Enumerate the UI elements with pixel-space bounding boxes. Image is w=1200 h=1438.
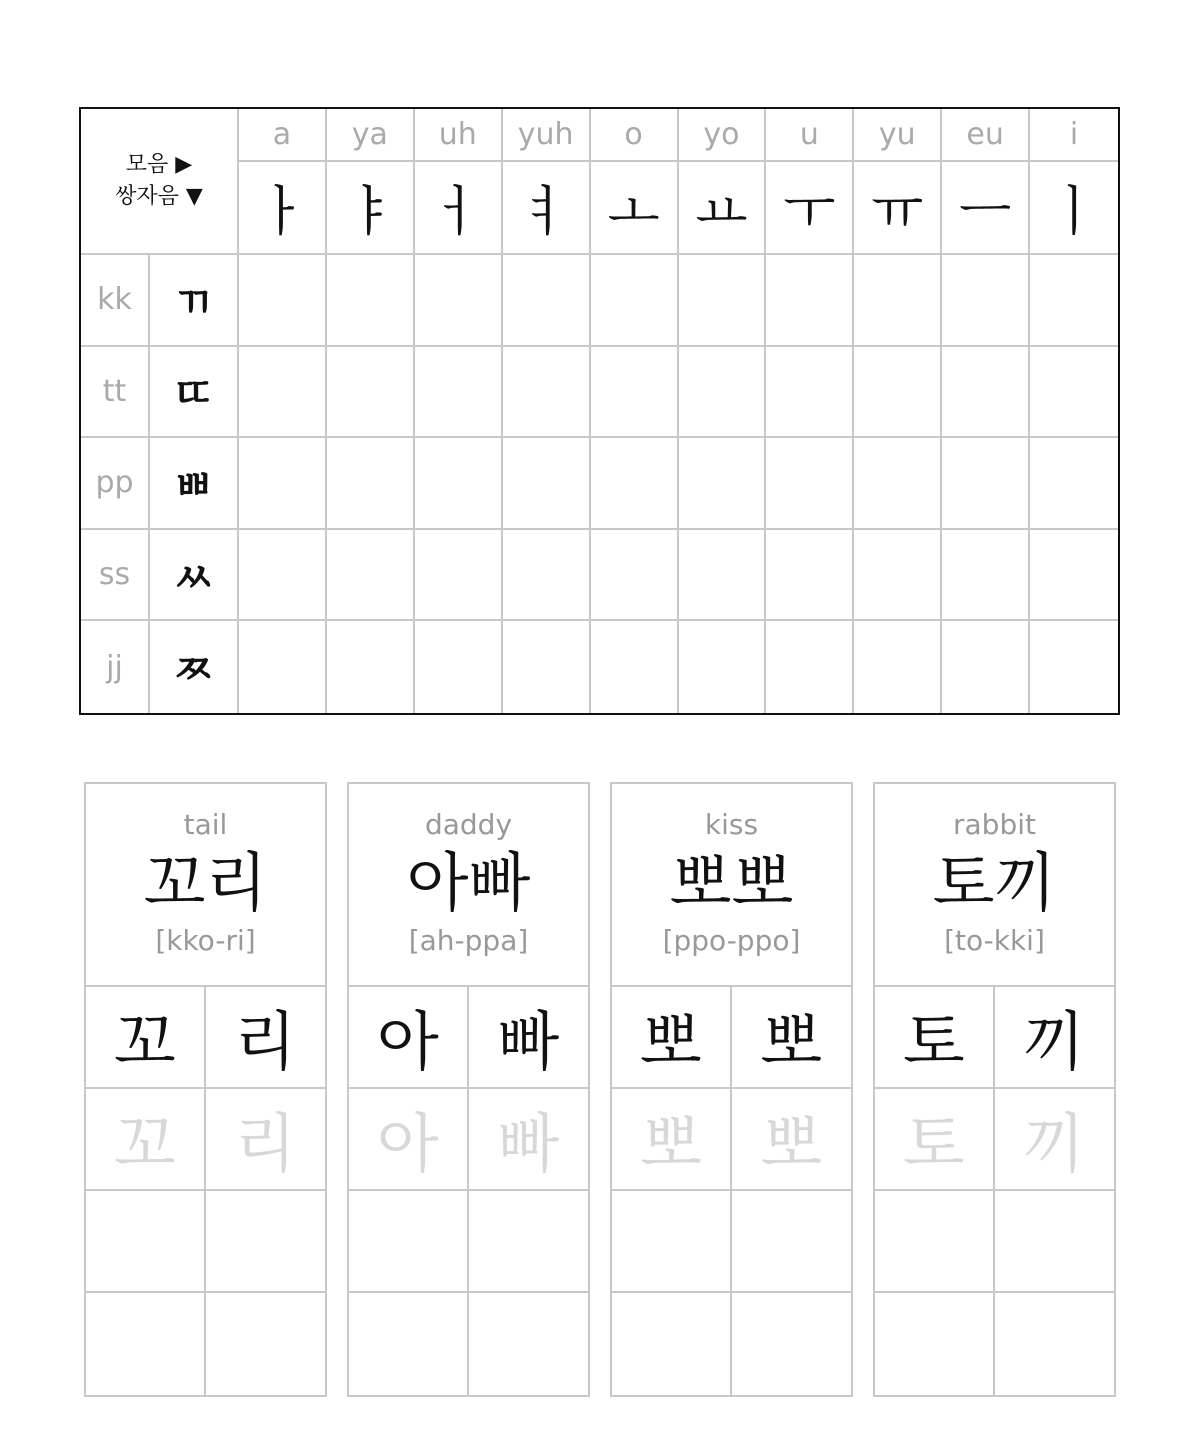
writing-cell[interactable] <box>503 621 591 713</box>
blank-writing-cell[interactable] <box>732 1293 852 1395</box>
vocab-card-header <box>349 784 588 987</box>
writing-cell[interactable] <box>415 438 503 530</box>
writing-cell[interactable] <box>766 347 854 439</box>
vowel-romanization: yo <box>679 109 767 162</box>
writing-cell[interactable] <box>1030 621 1118 713</box>
vowel-jamo: ㅓ <box>415 162 503 255</box>
practice-grid <box>86 987 325 1395</box>
vocab-card <box>610 782 853 1397</box>
writing-cell[interactable] <box>239 438 327 530</box>
writing-cell[interactable] <box>239 255 327 347</box>
english-meaning: kiss <box>704 808 759 841</box>
writing-cell[interactable] <box>503 255 591 347</box>
writing-cell[interactable] <box>327 621 415 713</box>
korean-word: 뽀뽀 <box>669 847 794 921</box>
model-syllable: 끼 <box>995 987 1115 1089</box>
blank-writing-cell[interactable] <box>469 1191 589 1293</box>
korean-word: 아빠 <box>406 847 531 921</box>
korean-word: 토끼 <box>932 847 1057 921</box>
writing-cell[interactable] <box>766 530 854 622</box>
writing-cell[interactable] <box>942 347 1030 439</box>
vowel-romanization: yuh <box>503 109 591 162</box>
model-syllable: 토 <box>875 987 995 1089</box>
blank-writing-cell[interactable] <box>206 1191 326 1293</box>
vowel-romanization: o <box>591 109 679 162</box>
writing-cell[interactable] <box>854 438 942 530</box>
blank-writing-cell[interactable] <box>612 1191 732 1293</box>
vowel-jamo: ㅠ <box>854 162 942 255</box>
vowel-jamo: ㅏ <box>239 162 327 255</box>
consonant-romanization: pp <box>81 438 150 530</box>
trace-syllable[interactable]: 리 <box>206 1089 326 1191</box>
vowel-romanization: u <box>766 109 854 162</box>
blank-writing-cell[interactable] <box>995 1293 1115 1395</box>
writing-cell[interactable] <box>766 255 854 347</box>
consonant-jamo: ㅃ <box>150 438 239 530</box>
writing-cell[interactable] <box>327 347 415 439</box>
trace-syllable[interactable]: 끼 <box>995 1089 1115 1191</box>
writing-cell[interactable] <box>679 530 767 622</box>
trace-syllable[interactable]: 뽀 <box>732 1089 852 1191</box>
writing-cell[interactable] <box>415 621 503 713</box>
blank-writing-cell[interactable] <box>995 1191 1115 1293</box>
writing-cell[interactable] <box>503 347 591 439</box>
model-syllable: 빠 <box>469 987 589 1089</box>
writing-cell[interactable] <box>239 621 327 713</box>
blank-writing-cell[interactable] <box>86 1293 206 1395</box>
vocab-card-header <box>86 784 325 987</box>
consonant-romanization: kk <box>81 255 150 347</box>
writing-cell[interactable] <box>854 255 942 347</box>
vocab-card-header <box>612 784 851 987</box>
trace-syllable[interactable]: 꼬 <box>86 1089 206 1191</box>
vocab-card <box>347 782 590 1397</box>
writing-cell[interactable] <box>942 255 1030 347</box>
vowel-romanization: eu <box>942 109 1030 162</box>
model-syllable: 꼬 <box>86 987 206 1089</box>
blank-writing-cell[interactable] <box>875 1293 995 1395</box>
korean-word: 꼬리 <box>143 847 268 921</box>
writing-cell[interactable] <box>503 438 591 530</box>
blank-writing-cell[interactable] <box>349 1293 469 1395</box>
writing-cell[interactable] <box>854 621 942 713</box>
vowel-jamo: ㅣ <box>1030 162 1118 255</box>
writing-cell[interactable] <box>854 530 942 622</box>
consonant-jamo: ㄲ <box>150 255 239 347</box>
writing-cell[interactable] <box>679 438 767 530</box>
writing-cell[interactable] <box>942 621 1030 713</box>
vowel-romanization: ya <box>327 109 415 162</box>
writing-cell[interactable] <box>591 438 679 530</box>
model-syllable: 뽀 <box>732 987 852 1089</box>
writing-cell[interactable] <box>942 438 1030 530</box>
blank-writing-cell[interactable] <box>875 1191 995 1293</box>
practice-grid <box>612 987 851 1395</box>
trace-syllable[interactable]: 빠 <box>469 1089 589 1191</box>
trace-syllable[interactable]: 뽀 <box>612 1089 732 1191</box>
blank-writing-cell[interactable] <box>206 1293 326 1395</box>
writing-cell[interactable] <box>415 255 503 347</box>
model-syllable: 리 <box>206 987 326 1089</box>
pronunciation: [kko-ri] <box>155 924 256 957</box>
vowel-romanization: yu <box>854 109 942 162</box>
vowel-jamo: ㅑ <box>327 162 415 255</box>
writing-cell[interactable] <box>679 621 767 713</box>
consonant-axis-label: 쌍자음 ▼ <box>115 184 203 209</box>
pronunciation: [to-kki] <box>944 924 1045 957</box>
practice-grid <box>349 987 588 1395</box>
writing-cell[interactable] <box>327 255 415 347</box>
vowel-axis-label: 모음 ▶ <box>125 152 193 177</box>
model-syllable: 뽀 <box>612 987 732 1089</box>
chart-corner-header <box>81 109 239 255</box>
consonant-jamo: ㅆ <box>150 530 239 622</box>
writing-cell[interactable] <box>1030 255 1118 347</box>
writing-cell[interactable] <box>766 621 854 713</box>
vocab-card-header <box>875 784 1114 987</box>
model-syllable: 아 <box>349 987 469 1089</box>
consonant-romanization: jj <box>81 621 150 713</box>
trace-syllable[interactable]: 토 <box>875 1089 995 1191</box>
english-meaning: rabbit <box>953 808 1036 841</box>
writing-cell[interactable] <box>591 530 679 622</box>
vowel-jamo: ㅕ <box>503 162 591 255</box>
writing-cell[interactable] <box>327 530 415 622</box>
writing-cell[interactable] <box>1030 438 1118 530</box>
vocab-card <box>84 782 327 1397</box>
writing-cell[interactable] <box>503 530 591 622</box>
writing-cell[interactable] <box>854 347 942 439</box>
writing-cell[interactable] <box>1030 530 1118 622</box>
writing-cell[interactable] <box>327 438 415 530</box>
vowel-romanization: i <box>1030 109 1118 162</box>
blank-writing-cell[interactable] <box>469 1293 589 1395</box>
vowel-jamo: ㅗ <box>591 162 679 255</box>
pronunciation: [ah-ppa] <box>408 924 529 957</box>
writing-cell[interactable] <box>415 530 503 622</box>
writing-cell[interactable] <box>591 255 679 347</box>
vowel-jamo: ㅛ <box>679 162 767 255</box>
english-meaning: tail <box>183 808 228 841</box>
english-meaning: daddy <box>424 808 513 841</box>
writing-cell[interactable] <box>591 347 679 439</box>
pronunciation: [ppo-ppo] <box>662 924 801 957</box>
writing-cell[interactable] <box>1030 347 1118 439</box>
practice-grid <box>875 987 1114 1395</box>
vocab-card <box>873 782 1116 1397</box>
consonant-romanization: tt <box>81 347 150 439</box>
consonant-romanization: ss <box>81 530 150 622</box>
vowel-romanization: uh <box>415 109 503 162</box>
vowel-romanization: a <box>239 109 327 162</box>
writing-cell[interactable] <box>679 347 767 439</box>
writing-cell[interactable] <box>679 255 767 347</box>
blank-writing-cell[interactable] <box>612 1293 732 1395</box>
writing-cell[interactable] <box>591 621 679 713</box>
writing-cell[interactable] <box>415 347 503 439</box>
consonant-jamo: ㄸ <box>150 347 239 439</box>
blank-writing-cell[interactable] <box>732 1191 852 1293</box>
vowel-jamo: ㅡ <box>942 162 1030 255</box>
writing-cell[interactable] <box>942 530 1030 622</box>
blank-writing-cell[interactable] <box>86 1191 206 1293</box>
vowel-jamo: ㅜ <box>766 162 854 255</box>
writing-cell[interactable] <box>766 438 854 530</box>
trace-syllable[interactable]: 아 <box>349 1089 469 1191</box>
double-consonant-vowel-chart <box>79 107 1120 715</box>
consonant-jamo: ㅉ <box>150 621 239 713</box>
writing-cell[interactable] <box>239 347 327 439</box>
writing-cell[interactable] <box>239 530 327 622</box>
blank-writing-cell[interactable] <box>349 1191 469 1293</box>
